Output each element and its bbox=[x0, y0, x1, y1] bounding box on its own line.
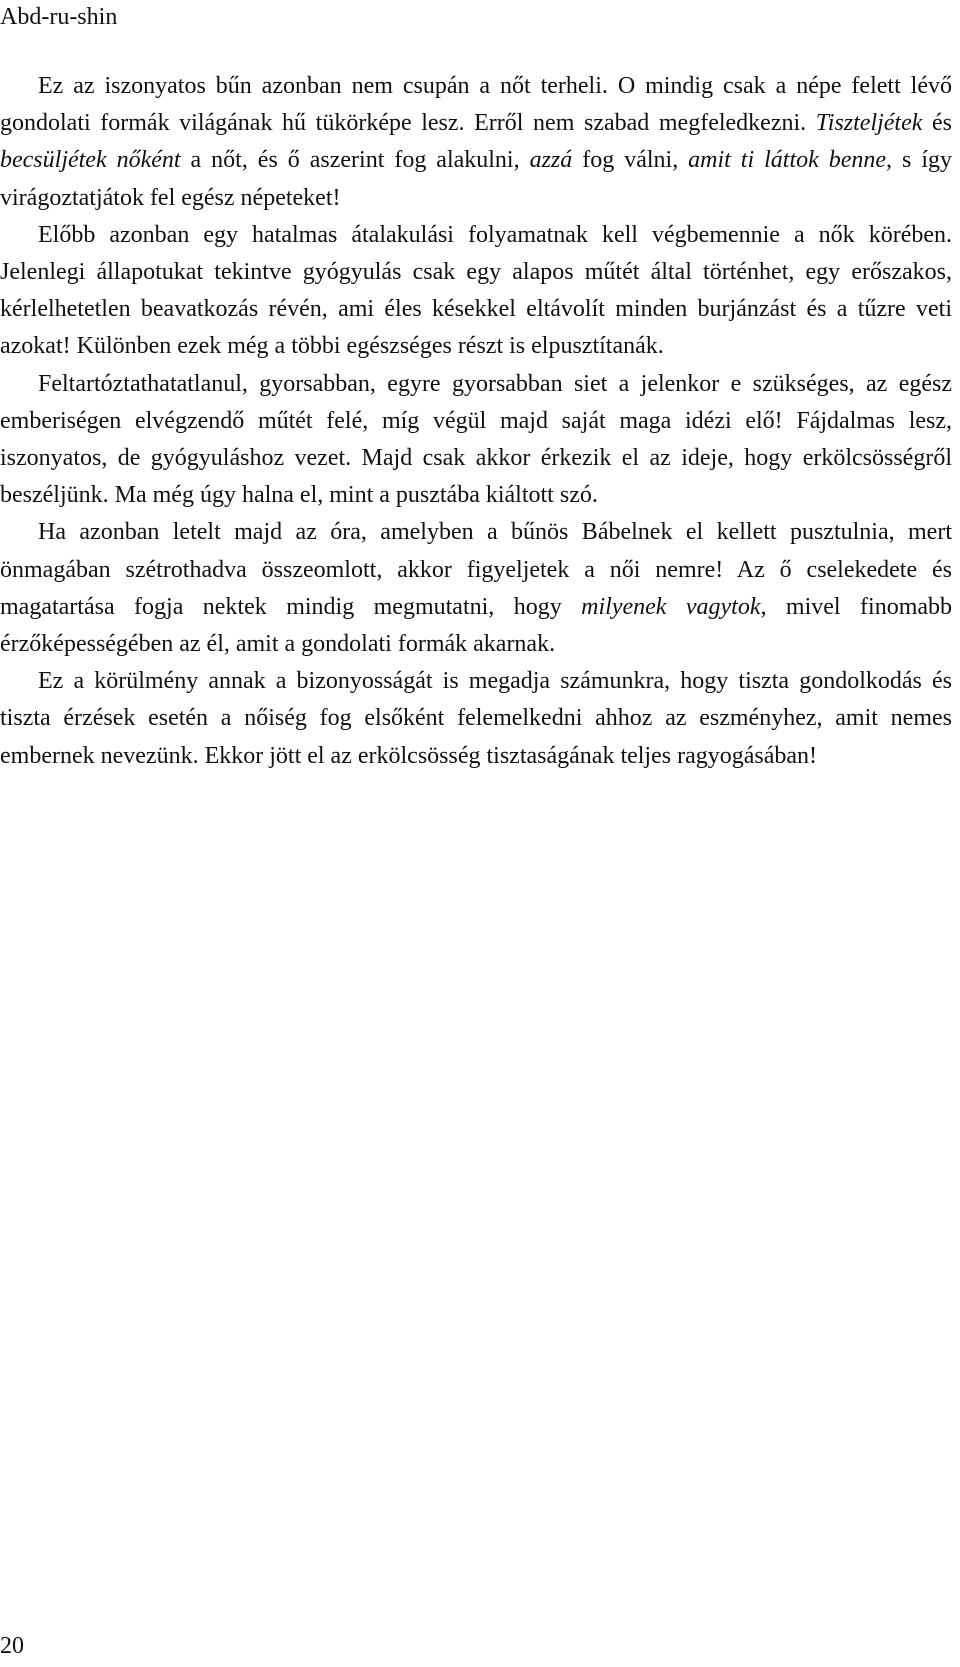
text-run: Előbb azonban egy hatalmas átalakulási folyamatnak kell végbemennie a nők körében. Jelenlegi állapotukat tekintve gyógyulás csak egy alapos műtét által történhet, egy erőszakos, kérlelhetetlen beavatkozás révén, ami éles késekkel eltávolít minden burjánzást és a tűzre veti azokat! Különben ezek még a többi egészséges részt is elpusztítanák. bbox=[0, 221, 952, 360]
text-run: Ez a körülmény annak a bizonyosságát is megadja számunkra, hogy tiszta gondolkodás és tiszta érzések esetén a nőiség fog elsőként felemelkedni ahhoz az eszményhez, amit nemes embernek nevezünk. Ekkor jött el az erkölcsösség tisztaságának teljes ragyogásában! bbox=[0, 668, 952, 769]
text-run: s így virágoztatjátok fel egész népeteket! bbox=[0, 147, 953, 211]
text-run: mivel finomabb érzőképességében az él, amit a gondolati formák akarnak. bbox=[0, 593, 953, 658]
text-run: Ez az iszonyatos bűn azonban nem csupán a nőt terheli. O mindig csak a népe felett lévő gondolati formák világának hű tükörképe lesz. Erről nem szabad megfeledkezni. bbox=[0, 73, 952, 137]
paragraph bbox=[0, 514, 952, 663]
text-run: Ha azonban letelt majd az óra, amelyben a bűnös Bábelnek el kellett pusztulnia, mert önmagában szétrothadva összeomlott, akkor figyeljetek a női nemre! Az ő cselekedete és magatartása fogja nektek mindig megmutatni, hogy bbox=[0, 519, 952, 620]
emphasis-text: becsüljétek nőként bbox=[0, 147, 181, 174]
paragraph bbox=[0, 366, 952, 515]
text-run: és bbox=[922, 110, 953, 137]
running-head: Abd-ru-shin bbox=[0, 4, 118, 30]
text-run: fog válni, bbox=[572, 147, 689, 174]
paragraph bbox=[0, 217, 952, 366]
text-run: a nőt, és ő aszerint fog alakulni, bbox=[180, 147, 530, 174]
paragraph bbox=[0, 663, 952, 775]
page-number: 20 bbox=[0, 1633, 24, 1659]
text-run: Feltartóztathatatlanul, gyorsabban, egyre gyorsabban siet a jelenkor e szükséges, az egész emberiségen elvégzendő műtét felé, míg végül majd saját maga idézi elő! Fájdalmas lesz, iszonyatos, de gyógyuláshoz vezet. Majd csak akkor érkezik el az ideje, hogy erkölcsösségről beszéljünk. Ma még úgy halna el, mint a pusztába kiáltott szó. bbox=[0, 370, 952, 509]
emphasis-text: milyenek vagytok, bbox=[581, 593, 767, 620]
body-text bbox=[0, 68, 952, 775]
paragraph bbox=[0, 68, 952, 217]
emphasis-text: azzá bbox=[529, 147, 573, 174]
emphasis-text: amit ti láttok benne, bbox=[688, 147, 893, 174]
emphasis-text: Tiszteljétek bbox=[815, 110, 923, 137]
